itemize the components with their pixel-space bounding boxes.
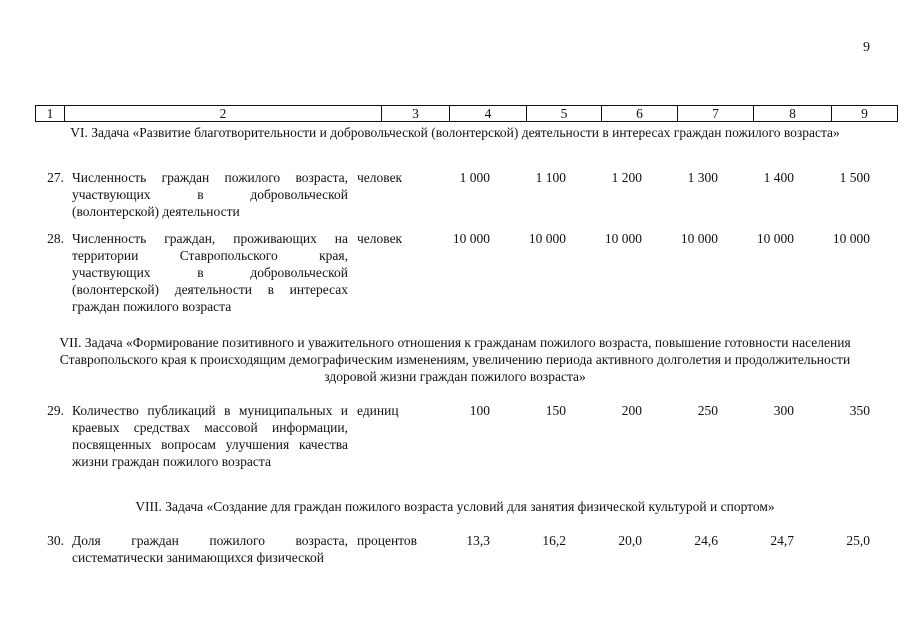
header-cell: 1 (36, 106, 65, 122)
value-cell: 20,0 (618, 533, 642, 548)
value-cell: 10 000 (452, 231, 490, 246)
unit-cell: человек (357, 231, 403, 246)
value-cell: 10 000 (604, 231, 642, 246)
value-cell: 350 (849, 403, 870, 418)
header-cell: 4 (450, 106, 527, 122)
value-cell: 1 100 (535, 170, 566, 185)
unit-cell: процентов (357, 533, 418, 548)
value-cell: 1 300 (687, 170, 718, 185)
header-row (36, 106, 898, 122)
indicator-name: Численность граждан, проживающих на территории Ставропольского края, участвующих в добровольческой (волонтерской) деятельности в интересах граждан пожилого возраста (72, 231, 348, 314)
value-cell: 10 000 (528, 231, 566, 246)
unit-cell: человек (357, 170, 403, 185)
value-cell: 100 (469, 403, 490, 418)
value-cell: 24,7 (770, 533, 794, 548)
header-cell: 2 (65, 106, 382, 122)
value-cell: 1 500 (839, 170, 870, 185)
value-cell: 1 000 (459, 170, 490, 185)
column-number-header (35, 105, 898, 122)
value-cell: 300 (773, 403, 794, 418)
value-cell: 10 000 (832, 231, 870, 246)
header-cell: 6 (602, 106, 678, 122)
row-number: 27. (47, 170, 64, 185)
value-cell: 13,3 (466, 533, 490, 548)
value-cell: 25,0 (846, 533, 870, 548)
row-number: 30. (47, 533, 64, 548)
indicator-name: Доля граждан пожилого возраста, систематически занимающихся физической (72, 533, 348, 565)
value-cell: 150 (545, 403, 566, 418)
header-cell: 9 (832, 106, 898, 122)
value-cell: 10 000 (756, 231, 794, 246)
page-number: 9 (863, 40, 870, 55)
section-title-vii: VII. Задача «Формирование позитивного и уважительного отношения к гражданам пожилого возраста, повышение готовности населения Ставропольского края к происходящим демографическим изменениям, увеличению периода активного долголетия и продолжительности здоровой жизни граждан пожилого возраста» (59, 335, 851, 384)
header-cell: 7 (678, 106, 754, 122)
value-cell: 10 000 (680, 231, 718, 246)
header-cell: 3 (382, 106, 450, 122)
value-cell: 24,6 (694, 533, 718, 548)
row-number: 28. (47, 231, 64, 246)
row-number: 29. (47, 403, 64, 418)
unit-cell: единиц (357, 403, 399, 418)
section-title-vi: VI. Задача «Развитие благотворительности и добровольческой (волонтерской) деятельности в интересах граждан пожилого возраста» (70, 125, 840, 140)
value-cell: 1 200 (611, 170, 642, 185)
header-cell: 8 (754, 106, 832, 122)
value-cell: 250 (697, 403, 718, 418)
header-cell: 5 (527, 106, 602, 122)
indicator-name: Численность граждан пожилого возраста, участвующих в добровольческой (волонтерской) деятельности (72, 170, 348, 219)
indicator-name: Количество публикаций в муниципальных и краевых средствах массовой информации, посвященных вопросам улучшения качества жизни граждан пожилого возраста (72, 403, 348, 469)
value-cell: 16,2 (542, 533, 566, 548)
value-cell: 200 (621, 403, 642, 418)
value-cell: 1 400 (763, 170, 794, 185)
section-title-viii: VIII. Задача «Создание для граждан пожилого возраста условий для занятия физической культурой и спортом» (135, 499, 775, 514)
